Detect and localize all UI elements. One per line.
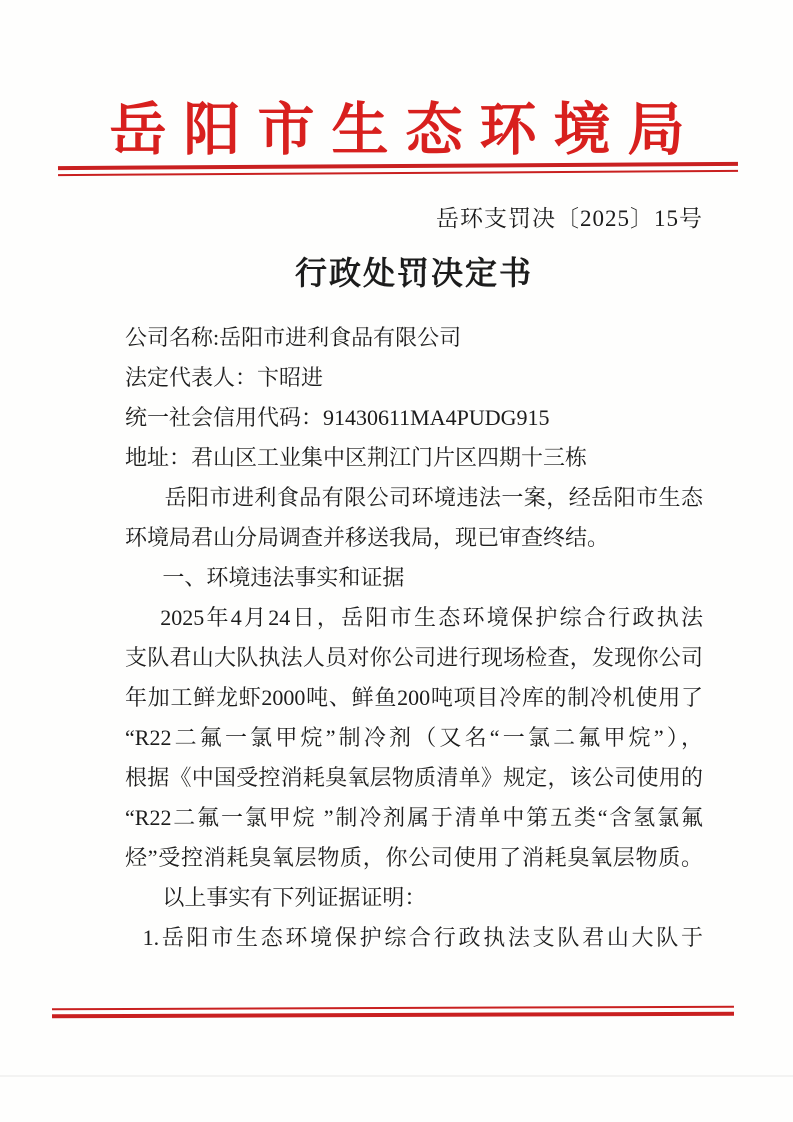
body-line: 根据《中国受控消耗臭氧层物质清单》规定，该公司使用的 [125, 765, 703, 790]
body-line: 1.岳阳市生态环境保护综合行政执法支队君山大队于 [142, 925, 703, 950]
divider-thin-line [58, 170, 738, 176]
scan-edge-artifact [0, 1075, 793, 1077]
body-line: 统一社会信用代码：91430611MA4PUDG915 [125, 405, 550, 430]
document-reference-number: 岳环支罚决〔2025〕15号 [436, 206, 703, 231]
body-line: 烃”受控消耗臭氧层物质，你公司使用了消耗臭氧层物质。 [125, 845, 703, 870]
body-line: 法定代表人：卞昭进 [125, 365, 324, 390]
body-line: 2025年4月24日，岳阳市生态环境保护综合行政执法 [160, 605, 703, 630]
body-line: “R22二氟一氯甲烷”制冷剂（又名“一氯二氟甲烷”）， [125, 725, 703, 750]
body-line: 一、环境违法事实和证据 [162, 565, 405, 590]
body-line: 环境局君山分局调查并移送我局，现已审查终结。 [125, 525, 610, 550]
divider-thin-line [52, 1006, 734, 1011]
body-line: 地址：君山区工业集中区荆江门片区四期十三栋 [125, 445, 588, 470]
document-title: 行政处罚决定书 [294, 255, 533, 291]
document-body [125, 318, 703, 958]
body-line: 公司名称:岳阳市进利食品有限公司 [125, 325, 462, 350]
body-line: 支队君山大队执法人员对你公司进行现场检查，发现你公司 [125, 645, 703, 670]
body-line: 以上事实有下列证据证明： [162, 885, 427, 910]
divider-thick-line [52, 1012, 734, 1019]
body-line: 年加工鲜龙虾2000吨、鲜鱼200吨项目冷库的制冷机使用了 [125, 685, 703, 710]
body-line: “R22二氟一氯甲烷 ”制冷剂属于清单中第五类“含氢氯氟 [125, 805, 703, 830]
footer-divider-rule [52, 1006, 734, 1019]
body-line: 岳阳市进利食品有限公司环境违法一案，经岳阳市生态 [164, 485, 703, 510]
agency-letterhead-title: 岳阳市生态环境局 [109, 99, 702, 162]
